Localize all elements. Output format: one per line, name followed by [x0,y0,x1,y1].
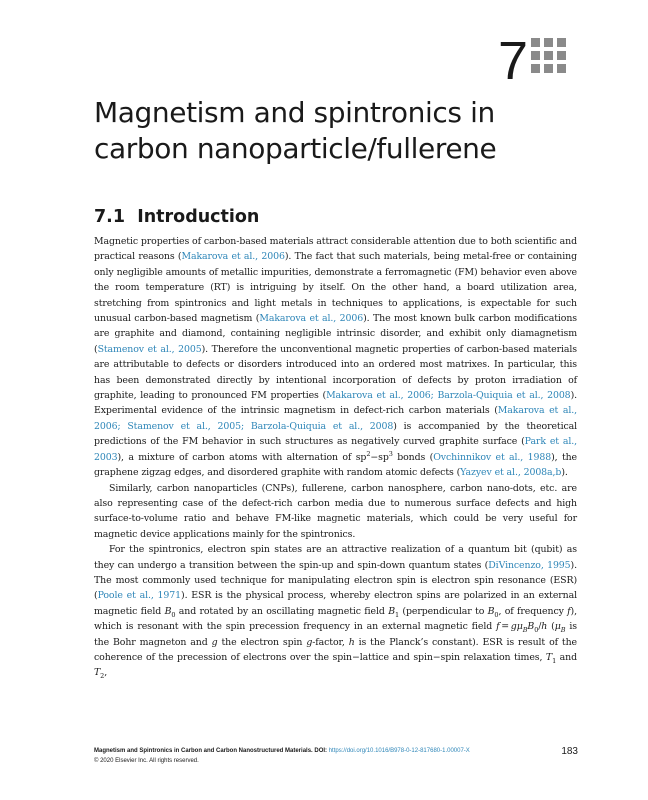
text-run: / [538,621,542,633]
text-run: is the Bohr magneton and [94,621,577,648]
subscript: 0 [534,626,539,635]
page-footer [94,746,544,766]
text-run: B [527,621,535,633]
text-run: the electron spin [217,636,307,648]
text-run: B [164,605,172,617]
text-run: ), which is resonant with the spin precession frequency in an external magnetic field [94,605,577,633]
subscript: 0 [171,610,176,619]
text-run: , [104,667,108,679]
subscript: B [522,626,528,635]
section-heading [94,206,574,228]
text-run: ). The most known bulk carbon modifications are graphite and diamond, containing negligible intrinsic disorder, and exhibit only diamagnetism ( [94,313,577,355]
text-run: ). ESR is the physical process, whereby electron spins are polarized in an external magnetic field [94,590,578,617]
paragraph [94,481,577,543]
citation-link[interactable]: Yazyev et al., 2008a,b [460,467,562,479]
text-run: T [94,667,101,679]
citation-link[interactable]: Ovchinnikov et al., 1988 [433,451,552,463]
text-run: μ [554,621,561,633]
paragraph [94,542,577,681]
text-run: ), the graphene zigzag edges, and disordered graphite with random atomic defects ( [94,451,577,479]
body-text [94,234,577,681]
citation-link[interactable]: Makarova et al., 2006; Barzola-Quiquia et al., 2008 [326,390,571,402]
text-run: f [567,605,571,617]
subscript: 2 [100,672,105,681]
text-run: ), a mixture of carbon atoms with alternation of sp [117,451,367,463]
chapter-title: Magnetism and spintronics in carbon nanoparticle/fullerene [94,96,497,165]
text-run: ). [561,467,568,479]
subscript: 0 [494,610,499,619]
citation-link[interactable]: DiVincenzo, 1995 [488,559,571,571]
text-run: gμ [510,621,523,633]
text-run: h [348,636,355,648]
citation-link[interactable]: Makarova et al., 2006 [181,251,285,263]
superscript: 2 [366,449,371,458]
citation-link[interactable]: Poole et al., 1971 [97,590,182,602]
text-run: h [541,621,548,633]
page-number: 183 [561,746,578,757]
subscript: 1 [394,610,400,619]
text-run: ( [547,621,555,633]
text-run: B [487,605,495,617]
text-run: For the spintronics, electron spin states are an attractive realization of a quantum bit (qubit) as they can undergo a transition between the spin-up and spin-down quantum states ( [94,544,577,571]
chapter-number: 7 [497,31,528,91]
superscript: 3 [388,449,393,458]
citation-link[interactable]: Makarova et al., 2006; Stamenov et al., 2005; Barzola-Quiquia et al., 2008 [94,405,577,432]
citation-link[interactable]: Makarova et al., 2006 [259,313,364,325]
footer-copyright: © 2020 Elsevier Inc. All rights reserved. [94,758,199,764]
text-run: f [496,621,500,633]
text-run: bonds ( [392,451,434,463]
text-run: B [388,605,395,617]
section-number: 7.1 [94,207,126,227]
text-run: g [306,636,313,648]
subscript: B [560,626,566,635]
subscript: 1 [552,656,557,665]
chapter-dots-ornament [531,38,577,84]
text-run: is the Planck’s constant). ESR is result of the coherence of the precession of electrons over the spin−lattice and spin−spin relaxation times, [94,636,577,663]
text-run: g [211,636,218,648]
text-run: ) is accompanied by the theoretical predictions of the FM behavior in such structures as negatively curved graphite surface ( [94,420,577,448]
footer-doi-label: DOI: [312,748,329,754]
text-run: T [545,651,553,663]
text-run: , of frequency [498,605,568,617]
citation-link[interactable]: Stamenov et al., 2005 [97,343,202,355]
citation-link[interactable]: Park et al., 2003 [94,436,578,463]
paragraph [94,234,577,481]
text-run: Magnetic properties of carbon-based materials attract considerable attention due to both scientific and practical reasons ( [94,236,577,263]
text-run: ). The most commonly used technique for manipulating electron spin is electron spin resonance (ESR) ( [94,559,577,602]
text-run: (perpendicular to [399,605,488,617]
footer-doi-link[interactable]: https://doi.org/10.1016/B978-0-12-817680-1.00007-X [328,748,470,754]
text-run: ). Therefore the unconventional magnetic properties of carbon-based materials are attributable to defects or disorders introduced into an ordered most matrixes. In particular, this has been demonstrated directly by intentional incorporation of defects by proton irradiation of graphite, leading to pronounced FM properties ( [94,343,577,402]
section-title: Introduction [137,207,260,227]
footer-source: Magnetism and Spintronics in Carbon and Carbon Nanostructured Materials. [94,748,313,754]
text-run: and rotated by an oscillating magnetic field [175,605,389,617]
text-run: and [556,651,577,663]
text-run: −sp [370,451,389,463]
text-run: -factor, [312,636,349,648]
text-run: Similarly, carbon nanoparticles (CNPs), fullerene, carbon nanosphere, carbon nano-dots, etc. are also representing case of the defect-rich carbon media due to numerous surface defects and high surface-to-volume ratio and behave FM-like magnetic materials, which could be very useful for magnetic device applications mainly for the spintronics. [94,482,577,540]
text-run: ). Experimental evidence of the intrinsic magnetism in defect-rich carbon materials ( [94,390,578,417]
text-run: = [499,621,511,633]
text-run: ). The fact that such materials, being metal-free or containing only negligible amounts of metallic impurities, demonstrate a ferromagnetic (FM) behavior even above the room temperature (RT) is intriguing by itself. On the other hand, a board utilization area, stretching from spintronics and light metals in techniques to applications, is expectable for such unusual carbon-based magnetism ( [94,251,577,325]
